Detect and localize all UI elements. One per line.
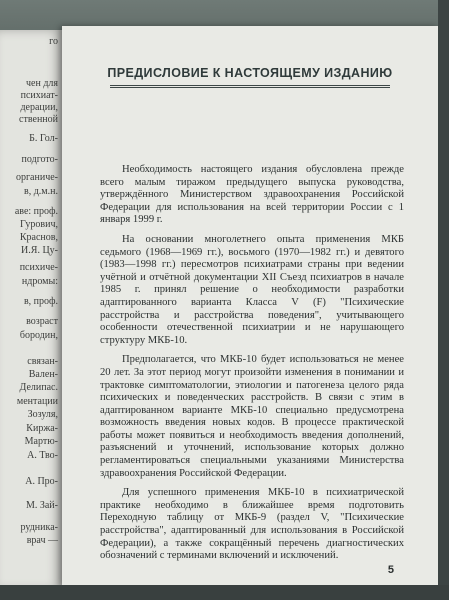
paragraph: Для успешного применения МКБ-10 в психиатрической практике необходимо в ближайшее время подготовить Переходную таблицу от МКБ-9 (раздел V, "Психические расстройства", адаптированный для использования в Российской Федерации), а также сокращённый перечень диагностических обозначений с терминами включений и исключений.: [100, 487, 404, 562]
left-page-line: связан-: [27, 356, 58, 367]
right-page: [62, 26, 438, 586]
paragraph: Предполагается, что МКБ-10 будет использоваться не менее 20 лет. За этот период могут произойти изменения в понимании и трактовке симптоматологии, этиологии и патогенеза целого ряда психических и поведенческих расстройств. В связи с этим в адаптированном варианте МКБ-10 специально предусмотрена возможность введения новых кодов. В процессе практической работы может появиться и необходимость введения дополнений, разъяснений и уточнений, использование которых должно регламентироваться специальными указаниями Министерства здравоохранения Российской Федерации.: [100, 354, 404, 479]
left-page-line: го: [49, 36, 58, 47]
left-page-line: рудника-: [20, 522, 58, 533]
body-text: [100, 164, 404, 570]
left-page-line: психиче-: [19, 262, 58, 273]
left-page-line: психиат-: [20, 90, 58, 101]
left-page-line: в, д.м.н.: [24, 186, 58, 197]
left-page-line: М. Зай-: [25, 500, 58, 511]
left-page-line: Киржа-: [26, 423, 58, 434]
background-edge-bottom: [0, 585, 449, 600]
left-page-line: ментации: [16, 396, 58, 407]
left-page-line: А. Про-: [25, 476, 58, 487]
left-page-line: в, проф.: [23, 296, 58, 307]
left-page-line: Зозуля,: [27, 409, 58, 420]
paragraph: На основании многолетнего опыта применения МКБ седьмого (1968—1969 гг.), восьмого (1970—1982 гг.) и девятого (1983—1998 гг.) пересмотров психиатрами страны при ведении учётной и отчётной документации XII Съезд психиатров в начале 1985 г. принял решение о необходимости разработки адаптированного варианта Класса V (F) "Психические расстройства и расстройства поведения", учитывающего особенности отечественной психиатрии и не нарушающего структуру МКБ-10.: [100, 233, 404, 346]
heading-rule-thin: [110, 87, 390, 88]
heading-rule: [110, 85, 390, 86]
left-page-line: возраст: [26, 316, 58, 327]
left-page-line: И.Я. Цу-: [21, 245, 58, 256]
left-page-line: Б. Гол-: [29, 133, 58, 144]
left-page-line: ндромы:: [21, 276, 58, 287]
left-page-line: А. Тво-: [27, 450, 58, 461]
paragraph: Необходимость настоящего издания обусловлена прежде всего малым тиражом предыдущего выпуска руководства, утверждённого Министерством здравоохранения Российской Федерации для использования на всей территории России с 1 января 1999 г.: [100, 164, 404, 226]
left-page-line: бородин,: [19, 330, 58, 341]
background-edge-right: [438, 0, 449, 600]
left-page-line: органиче-: [15, 172, 58, 183]
left-page-line: Делипас.: [19, 382, 58, 393]
left-page-line: подгото-: [21, 154, 58, 165]
left-page-line: аве: проф.: [14, 206, 58, 217]
section-heading: ПРЕДИСЛОВИЕ К НАСТОЯЩЕМУ ИЗДАНИЮ: [107, 66, 393, 80]
left-page: [0, 30, 62, 590]
left-page-line: врач —: [26, 535, 58, 546]
left-page-line: Мартю-: [24, 436, 58, 447]
left-page-line: чен для: [26, 78, 58, 89]
left-page-line: ственной: [19, 114, 58, 125]
left-page-line: дерации,: [20, 102, 58, 113]
page-number: 5: [387, 564, 394, 576]
left-page-line: Вален-: [28, 369, 58, 380]
left-page-line: Гурович,: [19, 219, 58, 230]
left-page-line: Краснов,: [19, 232, 58, 243]
